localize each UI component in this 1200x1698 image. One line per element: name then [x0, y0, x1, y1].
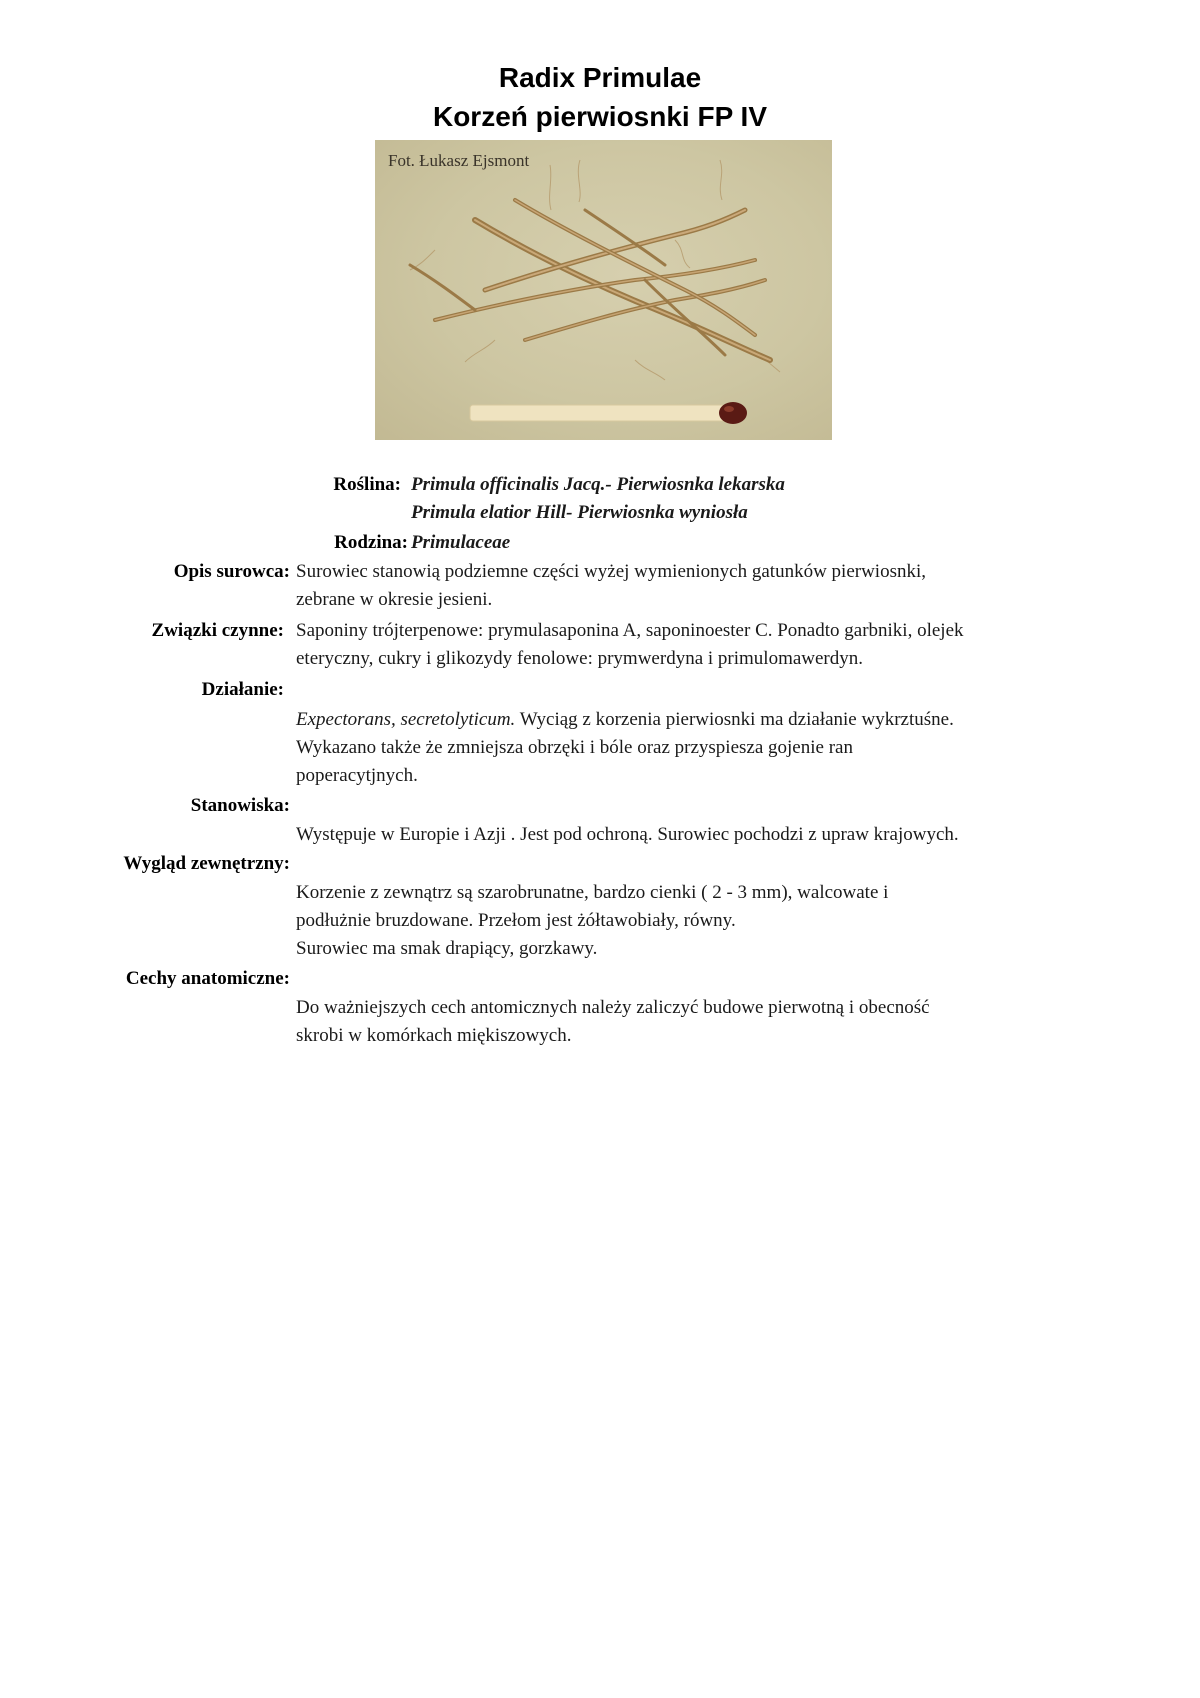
text-line: zebrane w okresie jesieni. [296, 589, 493, 610]
text-line: Wykazano także że zmniejsza obrzęki i bóle oraz przyspiesza gojenie ran [296, 737, 853, 758]
text-line: Surowiec stanowią podziemne części wyżej wymienionych gatunków pierwiosnki, [296, 561, 926, 582]
field-value [296, 994, 1176, 1050]
field-label: Rodzina: [334, 532, 408, 553]
species-2: Primula elatior Hill- Pierwiosnka wyniosła [411, 502, 748, 523]
text-line: Surowiec ma smak drapiący, gorzkawy. [296, 938, 598, 959]
text-rest: Wyciąg z korzenia pierwiosnki ma działanie wykrztuśne. [515, 709, 954, 730]
text-line: skrobi w komórkach miękiszowych. [296, 1025, 572, 1046]
field-value [296, 558, 1176, 614]
field-value: Primulaceae [411, 532, 511, 553]
text-line [296, 706, 1176, 734]
field-label: Związki czynne: [151, 620, 284, 641]
text-line: Korzenie z zewnątrz są szarobrunatne, bardzo cienki ( 2 - 3 mm), walcowate i [296, 882, 889, 903]
latin-terms: Expectorans, secretolyticum. [296, 709, 516, 730]
text-line: poperacytjnych. [296, 765, 418, 786]
text-line: Występuje w Europie i Azji . Jest pod ochroną. Surowiec pochodzi z upraw krajowych. [296, 824, 959, 845]
text-line: Do ważniejszych cech antomicznych należy zaliczyć budowe pierwotną i obecność [296, 997, 930, 1018]
field-label: Cechy anatomiczne: [125, 968, 290, 989]
field-value [296, 706, 1176, 790]
field-label: Wygląd zewnętrzny: [123, 853, 290, 874]
field-value [296, 821, 1176, 849]
field-label: Opis surowca: [173, 561, 290, 582]
field-value [296, 617, 1176, 673]
field-value [296, 879, 1176, 963]
text-line: podłużnie bruzdowane. Przełom jest żółtawobiały, równy. [296, 910, 736, 931]
field-label: Roślina: [333, 474, 401, 495]
page-subtitle: Korzeń pierwiosnki FP IV [432, 101, 767, 132]
field-label: Działanie: [201, 679, 284, 700]
text-line: Saponiny trójterpenowe: prymulasaponina A, saponinoester C. Ponadto garbniki, olejek [296, 620, 964, 641]
text-line: eteryczny, cukry i glikozydy fenolowe: prymwerdyna i primulomawerdyn. [296, 648, 864, 669]
photo-credit: Fot. Łukasz Ejsmont [388, 151, 530, 170]
field-value [411, 471, 1200, 527]
page-title: Radix Primulae [498, 62, 702, 93]
species-1: Primula officinalis Jacq.- Pierwiosnka lekarska [411, 474, 785, 495]
field-label: Stanowiska: [190, 795, 290, 816]
roots-and-match-photo [375, 140, 832, 440]
roots-illustration [375, 140, 832, 440]
